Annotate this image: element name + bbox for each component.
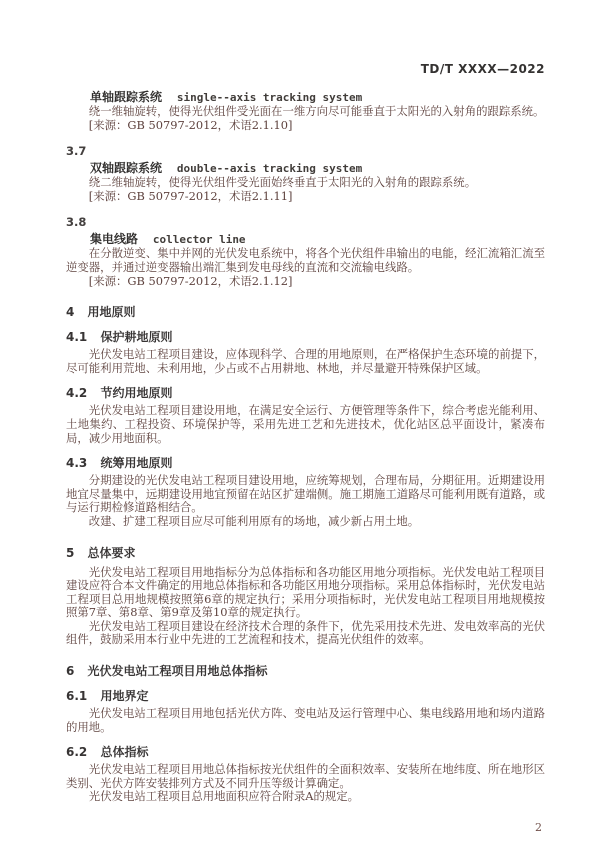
section-title: 用地界定 bbox=[100, 689, 149, 704]
doc-code: TD/T XXXX—2022 bbox=[420, 62, 545, 76]
term-definition: 在分散逆变、集中并网的光伏发电系统中，将各个光伏组件串输出的电能，经汇流箱汇流至逆变器，并通过逆变器输出端汇集到发电母线的直流和交流输电线路。 bbox=[66, 246, 545, 274]
chapter-heading-4 bbox=[66, 305, 545, 319]
term-en: single--axis tracking system bbox=[176, 91, 363, 104]
section-number: 6.1 bbox=[66, 689, 88, 704]
section-heading-4-2 bbox=[66, 386, 545, 400]
body-paragraph: 光伏发电站工程项目建设，应体现科学、合理的用地原则，在严格保护生态环境的前提下，尽可能利用荒地、未利用地，少占或不占用耕地、林地，并尽量避开特殊保护区域。 bbox=[66, 347, 545, 375]
term-heading bbox=[66, 232, 545, 247]
body-paragraph: 光伏发电站工程项目建设在经济技术合理的条件下，优先采用技术先进、发电效率高的光伏组件，鼓励采用本行业中先进的工艺流程和技术，提高光伏组件的效率。 bbox=[66, 618, 545, 647]
term-zh: 单轴跟踪系统 bbox=[90, 90, 163, 104]
term-source: [来源：GB 50797-2012，术语2.1.11] bbox=[88, 188, 293, 203]
section-number: 6.2 bbox=[66, 745, 88, 760]
term-source: [来源：GB 50797-2012，术语2.1.12] bbox=[88, 273, 293, 288]
section-title: 统筹用地原则 bbox=[100, 456, 173, 471]
chapter-number: 6 bbox=[66, 664, 75, 679]
term-en: double--axis tracking system bbox=[176, 162, 363, 176]
chapter-heading-5 bbox=[66, 546, 545, 560]
doc-header bbox=[66, 62, 545, 76]
term-heading bbox=[66, 90, 545, 105]
section-title: 保护耕地原则 bbox=[100, 330, 173, 345]
body-paragraph: 改建、扩建工程项目应尽可能利用原有的场地，减少新占用土地。 bbox=[88, 513, 420, 528]
chapter-number: 5 bbox=[66, 545, 75, 560]
term-zh: 集电线路 bbox=[90, 232, 139, 247]
term-en: collector line bbox=[152, 233, 246, 247]
body-paragraph: 光伏发电站工程项目用地包括光伏方阵、变电站及运行管理中心、集电线路用地和场内道路的用地。 bbox=[66, 706, 545, 734]
section-number: 4.2 bbox=[66, 386, 88, 401]
section-title: 节约用地原则 bbox=[100, 386, 173, 401]
section-heading-6-2 bbox=[66, 745, 545, 759]
term-entry-collector-line bbox=[66, 232, 545, 288]
term-entry-double-axis bbox=[66, 161, 545, 203]
clause-number-3-8: 3.8 bbox=[66, 215, 87, 230]
section-heading-4-1 bbox=[66, 330, 545, 344]
term-entry-single-axis bbox=[66, 90, 545, 132]
page-footer bbox=[66, 816, 545, 835]
chapter-number: 4 bbox=[66, 305, 75, 320]
term-heading bbox=[66, 161, 545, 176]
body-paragraph: 光伏发电站工程项目总用地面积应符合附录A的规定。 bbox=[88, 789, 360, 804]
body-paragraph: 分期建设的光伏发电站工程项目建设用地，应统筹规划，合理布局，分期征用。近期建设用地宜尽量集中，远期建设用地宜预留在站区扩建端侧。施工期施工道路尽可能利用既有道路，或与运行期检修道路相结合。 bbox=[66, 473, 545, 515]
body-paragraph: 光伏发电站工程项目建设用地，在满足安全运行、方便管理等条件下，综合考虑光能利用、土地集约、工程投资、环境保护等，采用先进工艺和先进技术，优化站区总平面设计，紧凑布局，减少用地面积。 bbox=[66, 403, 545, 445]
chapter-title: 用地原则 bbox=[87, 305, 136, 320]
chapter-title: 总体要求 bbox=[87, 545, 136, 560]
section-heading-6-1 bbox=[66, 689, 545, 703]
term-source: [来源：GB 50797-2012，术语2.1.10] bbox=[88, 117, 293, 132]
body-paragraph: 光伏发电站工程项目用地指标分为总体指标和各功能区用地分项指标。光伏发电站工程项目建设应符合本文件确定的用地总体指标和各功能区用地分项指标。采用总体指标时，光伏发电站工程项目总用地规模按照第6章的规定执行；采用分项指标时，光伏发电站工程项目用地规模按照第7章、第8章、第9章及第10章的规定执行。 bbox=[66, 564, 545, 620]
chapter-heading-6 bbox=[66, 664, 545, 678]
page-number: 2 bbox=[535, 821, 542, 835]
section-title: 总体指标 bbox=[100, 745, 149, 760]
section-number: 4.1 bbox=[66, 330, 88, 345]
body-paragraph: 光伏发电站工程项目用地总体指标按光伏组件的全面积效率、安装所在地纬度、所在地形区类别、光伏方阵安装排列方式及不同升压等级计算确定。 bbox=[66, 762, 545, 790]
clause-number-3-7: 3.7 bbox=[66, 144, 87, 159]
chapter-title: 光伏发电站工程项目用地总体指标 bbox=[87, 664, 268, 679]
term-definition: 绕二维轴旋转，使得光伏组件受光面始终垂直于太阳光的入射角的跟踪系统。 bbox=[88, 175, 477, 190]
term-zh: 双轴跟踪系统 bbox=[90, 161, 163, 176]
term-definition: 绕一维轴旋转，使得光伏组件受光面在一维方向尽可能垂直于太阳光的入射角的跟踪系统。 bbox=[88, 104, 545, 118]
section-heading-4-3 bbox=[66, 456, 545, 470]
section-number: 4.3 bbox=[66, 456, 88, 471]
